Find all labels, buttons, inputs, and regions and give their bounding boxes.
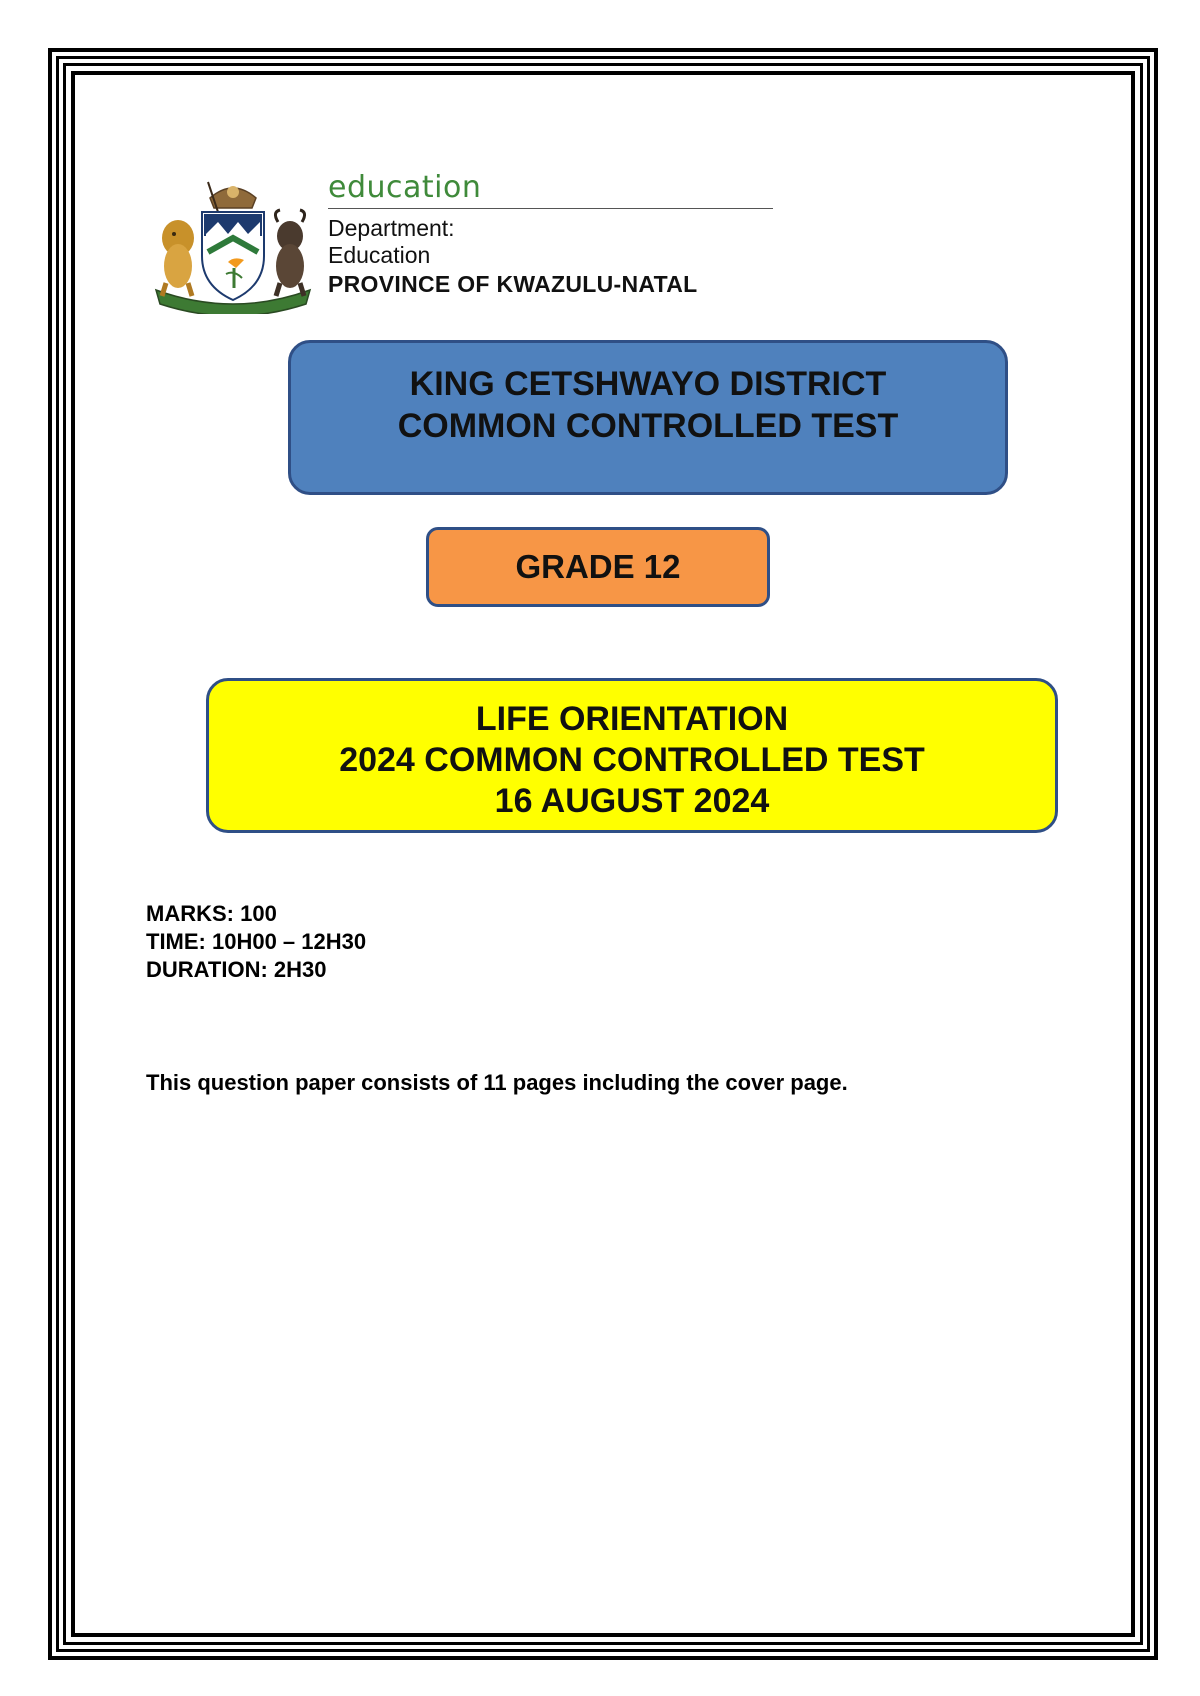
logo-wordmark: education <box>328 170 482 205</box>
subject-box <box>206 678 1058 833</box>
test-type: COMMON CONTROLLED TEST <box>397 407 899 445</box>
subject-test-title: 2024 COMMON CONTROLLED TEST <box>339 741 925 779</box>
logo-education: Education <box>328 242 431 268</box>
grade-label: GRADE 12 <box>515 548 681 585</box>
logo-department: Department: <box>328 215 455 241</box>
exam-details <box>146 900 366 984</box>
logo-divider <box>328 208 773 209</box>
subject-name: LIFE ORIENTATION <box>475 700 789 738</box>
grade-box <box>426 527 770 607</box>
district-name: KING CETSHWAYO DISTRICT <box>409 365 887 403</box>
department-logo <box>148 170 778 315</box>
test-date: 16 AUGUST 2024 <box>494 782 770 820</box>
logo-text-block <box>328 170 778 299</box>
marks-line: MARKS: 100 <box>146 901 277 926</box>
coat-of-arms-icon <box>148 178 318 314</box>
logo-province: PROVINCE OF KWAZULU-NATAL <box>328 271 698 297</box>
page-count-note: This question paper consists of 11 pages including the cover page. <box>146 1070 848 1095</box>
time-line: TIME: 10H00 – 12H30 <box>146 929 367 954</box>
district-title-box <box>288 340 1008 495</box>
duration-line: DURATION: 2H30 <box>146 957 327 982</box>
